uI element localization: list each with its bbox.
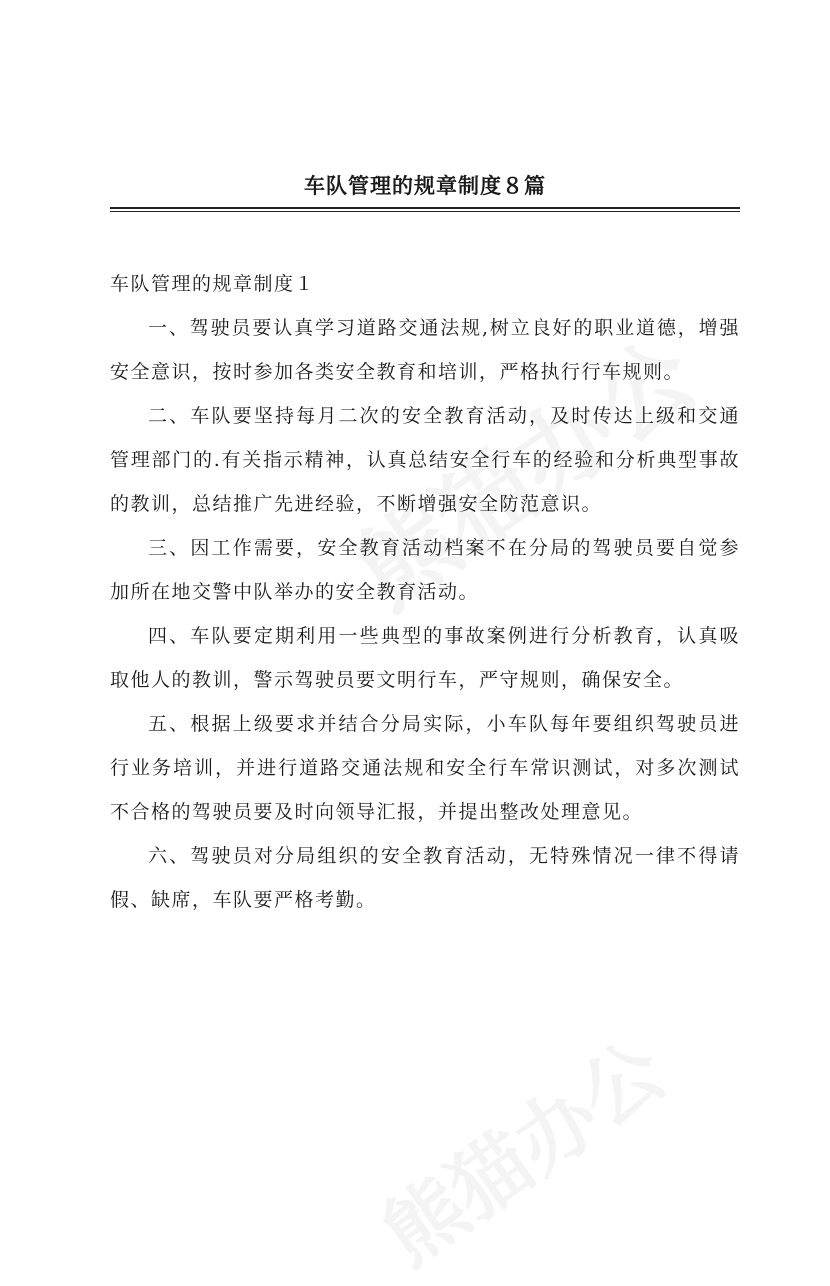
- paragraph-3: 三、因工作需要，安全教育活动档案不在分局的驾驶员要自觉参加所在地交警中队举办的安全教育活动。: [110, 537, 740, 603]
- section-heading: 车队管理的规章制度１: [110, 273, 316, 295]
- watermark: [356, 1009, 684, 1286]
- paragraph-2: 二、车队要坚持每月二次的安全教育活动，及时传达上级和交通管理部门的.有关指示精神，认真总结安全行车的经验和分析典型事故的教训，总结推广先进经验，不断增强安全防范意识。: [110, 405, 740, 515]
- title-divider-thin: [110, 211, 740, 212]
- document-body: [110, 262, 740, 922]
- paragraph-4: 四、车队要定期利用一些典型的事故案例进行分析教育，认真吸取他人的教训，警示驾驶员要文明行车，严守规则，确保安全。: [110, 625, 740, 691]
- paragraph-6: 六、驾驶员对分局组织的安全教育活动，无特殊情况一律不得请假、缺席，车队要严格考勤。: [110, 845, 740, 911]
- document-title: 车队管理的规章制度８篇: [304, 173, 546, 198]
- title-divider-thick: [110, 207, 740, 209]
- paragraph-5: 五、根据上级要求并结合分局实际，小车队每年要组织驾驶员进行业务培训，并进行道路交通法规和安全行车常识测试，对多次测试不合格的驾驶员要及时向领导汇报，并提出整改处理意见。: [110, 713, 740, 823]
- paragraph-1: 一、驾驶员要认真学习道路交通法规,树立良好的职业道德，增强安全意识，按时参加各类安全教育和培训，严格执行行车规则。: [110, 317, 740, 383]
